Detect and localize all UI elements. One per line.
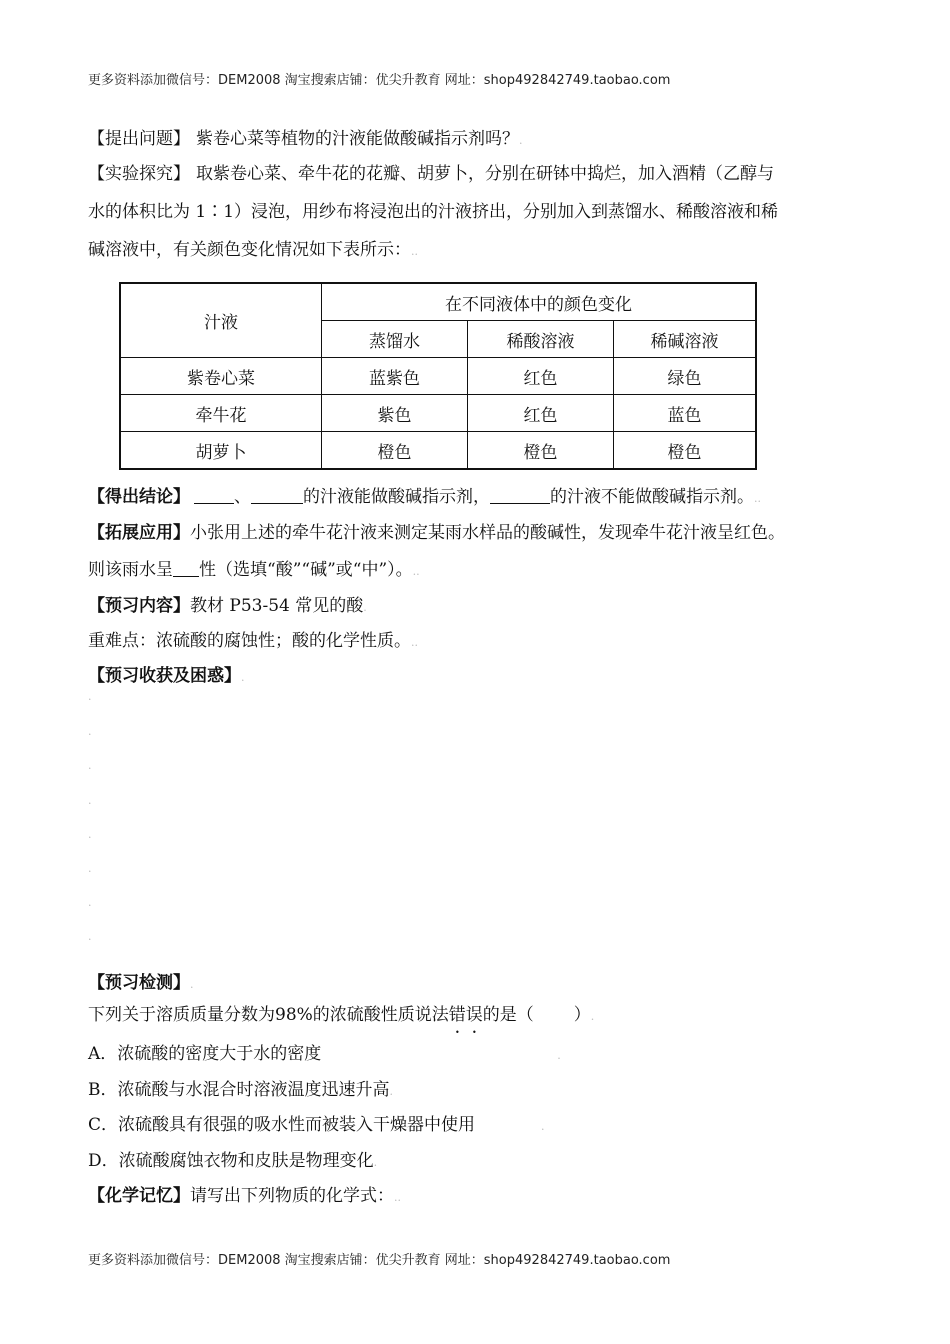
table-subheader: 蒸馏水 <box>322 321 468 358</box>
stem-text-a: 下列关于溶质质量分数为98%的浓硫酸性质说法 <box>88 1005 449 1025</box>
conclusion-line: 【得出结论】 、 的汁液能做酸碱指示剂， 的汁液不能做酸碱指示剂。.. <box>88 487 761 507</box>
stem-text-b: 的是（ <box>482 1005 534 1025</box>
experiment-line-3: 碱溶液中，有关颜色变化情况如下表所示：.. <box>88 240 418 260</box>
memory-text: 请写出下列物质的化学式： <box>190 1186 394 1206</box>
check-line: 【预习检测】. <box>88 973 194 993</box>
experiment-tag: 【实验探究】 <box>88 164 190 184</box>
page-footer: 更多资料添加微信号：DEM2008 淘宝搜索店铺：优尖升教育 网址：shop492842749.taobao.com <box>88 1253 671 1268</box>
check-tag: 【预习检测】 <box>88 973 190 993</box>
table-cell: 牵牛花 <box>120 395 322 432</box>
blank-3[interactable] <box>490 488 550 504</box>
option-c: C．浓硫酸具有很强的吸水性而被装入干燥器中使用 . <box>88 1115 545 1135</box>
question-tag: 【提出问题】 <box>88 129 190 149</box>
empty-line-mark: . <box>88 930 92 943</box>
table-cell: 紫色 <box>322 395 468 432</box>
table-row <box>120 432 756 470</box>
application-text-2b: 性（选填“酸”“碱”或“中”）。 <box>199 560 413 580</box>
conclusion-sep: 、 <box>234 487 251 507</box>
question-line: 【提出问题】 紫卷心菜等植物的汁液能做酸碱指示剂吗？. <box>88 129 523 149</box>
option-a-text: A．浓硫酸的密度大于水的密度 <box>88 1044 322 1064</box>
preview-line: 【预习内容】教材 P53-54 常见的酸. <box>88 596 367 616</box>
question-text: 紫卷心菜等植物的汁液能做酸碱指示剂吗？ <box>196 129 519 149</box>
table-cell: 绿色 <box>614 358 757 395</box>
color-change-table <box>119 282 757 470</box>
table-subheader: 稀酸溶液 <box>468 321 614 358</box>
table-cell: 胡萝卜 <box>120 432 322 470</box>
table-row <box>120 395 756 432</box>
stem-emph-1: 错 <box>448 1005 466 1025</box>
preview-tag: 【预习内容】 <box>88 596 190 616</box>
experiment-text-1: 取紫卷心菜、牵牛花的花瓣、胡萝卜，分别在研钵中捣烂，加入酒精（乙醇与 <box>196 164 774 184</box>
table-cell: 橙色 <box>614 432 757 470</box>
option-b: B．浓硫酸与水混合时溶液温度迅速升高. <box>88 1080 393 1100</box>
preview-text: 教材 P53-54 常见的酸 <box>190 596 364 616</box>
application-line-2: 则该雨水呈 性（选填“酸”“碱”或“中”）。.. <box>88 560 420 580</box>
application-tag: 【拓展应用】 <box>88 523 190 543</box>
table-cell: 蓝紫色 <box>322 358 468 395</box>
empty-line-mark: . <box>88 794 92 807</box>
stem-text-c: ） <box>573 1005 591 1025</box>
table-cell: 紫卷心菜 <box>120 358 322 395</box>
application-text-1: 小张用上述的牵牛花汁液来测定某雨水样品的酸碱性，发现牵牛花汁液呈红色。 <box>190 523 785 543</box>
empty-line-mark: . <box>88 862 92 875</box>
stem-emph-2: 误 <box>465 1005 483 1025</box>
blank-4[interactable] <box>173 561 199 577</box>
option-b-text: B．浓硫酸与水混合时溶液温度迅速升高 <box>88 1080 390 1100</box>
option-d: D．浓硫酸腐蚀衣物和皮肤是物理变化. <box>88 1151 378 1171</box>
page-header: 更多资料添加微信号：DEM2008 淘宝搜索店铺：优尖升教育 网址：shop492842749.taobao.com <box>88 73 671 88</box>
table-cell: 橙色 <box>322 432 468 470</box>
gains-line: 【预习收获及困惑】. <box>88 666 245 686</box>
experiment-text-3: 碱溶液中，有关颜色变化情况如下表所示： <box>88 240 411 260</box>
table-subheader: 稀碱溶液 <box>614 321 757 358</box>
empty-line-mark: . <box>88 690 92 703</box>
experiment-line-2: 水的体积比为 1∶1）浸泡，用纱布将浸泡出的汁液挤出，分别加入到蒸馏水、稀酸溶液和稀 <box>88 202 779 222</box>
memory-line: 【化学记忆】请写出下列物质的化学式：.. <box>88 1186 401 1206</box>
memory-tag: 【化学记忆】 <box>88 1186 190 1206</box>
difficulty-line: 重难点：浓硫酸的腐蚀性；酸的化学性质。.. <box>88 631 418 651</box>
table-cell: 橙色 <box>468 432 614 470</box>
conclusion-tag: 【得出结论】 <box>88 487 190 507</box>
option-a: A．浓硫酸的密度大于水的密度 . <box>88 1044 561 1064</box>
option-d-text: D．浓硫酸腐蚀衣物和皮肤是物理变化 <box>88 1151 374 1171</box>
table-header-group: 在不同液体中的颜色变化 <box>322 283 757 321</box>
difficulty-text: 重难点：浓硫酸的腐蚀性；酸的化学性质。 <box>88 631 411 651</box>
empty-line-mark: . <box>88 759 92 772</box>
gains-tag: 【预习收获及困惑】 <box>88 666 241 686</box>
table-header-juice: 汁液 <box>120 283 322 358</box>
empty-line-mark: . <box>88 725 92 738</box>
empty-line-mark: . <box>88 828 92 841</box>
blank-2[interactable] <box>251 488 303 504</box>
conclusion-end: 的汁液不能做酸碱指示剂。 <box>550 487 754 507</box>
table-cell: 红色 <box>468 395 614 432</box>
option-c-text: C．浓硫酸具有很强的吸水性而被装入干燥器中使用 <box>88 1115 476 1135</box>
check-stem: 下列关于溶质质量分数为98%的浓硫酸性质说法错误的是（ ）. <box>88 1005 595 1025</box>
conclusion-mid: 的汁液能做酸碱指示剂， <box>303 487 490 507</box>
experiment-line-1 <box>88 163 774 185</box>
application-line-1 <box>88 522 785 544</box>
blank-1[interactable] <box>194 488 234 504</box>
table-row <box>120 358 756 395</box>
table-cell: 红色 <box>468 358 614 395</box>
table-cell: 蓝色 <box>614 395 757 432</box>
application-text-2a: 则该雨水呈 <box>88 560 173 580</box>
empty-line-mark: . <box>88 896 92 909</box>
